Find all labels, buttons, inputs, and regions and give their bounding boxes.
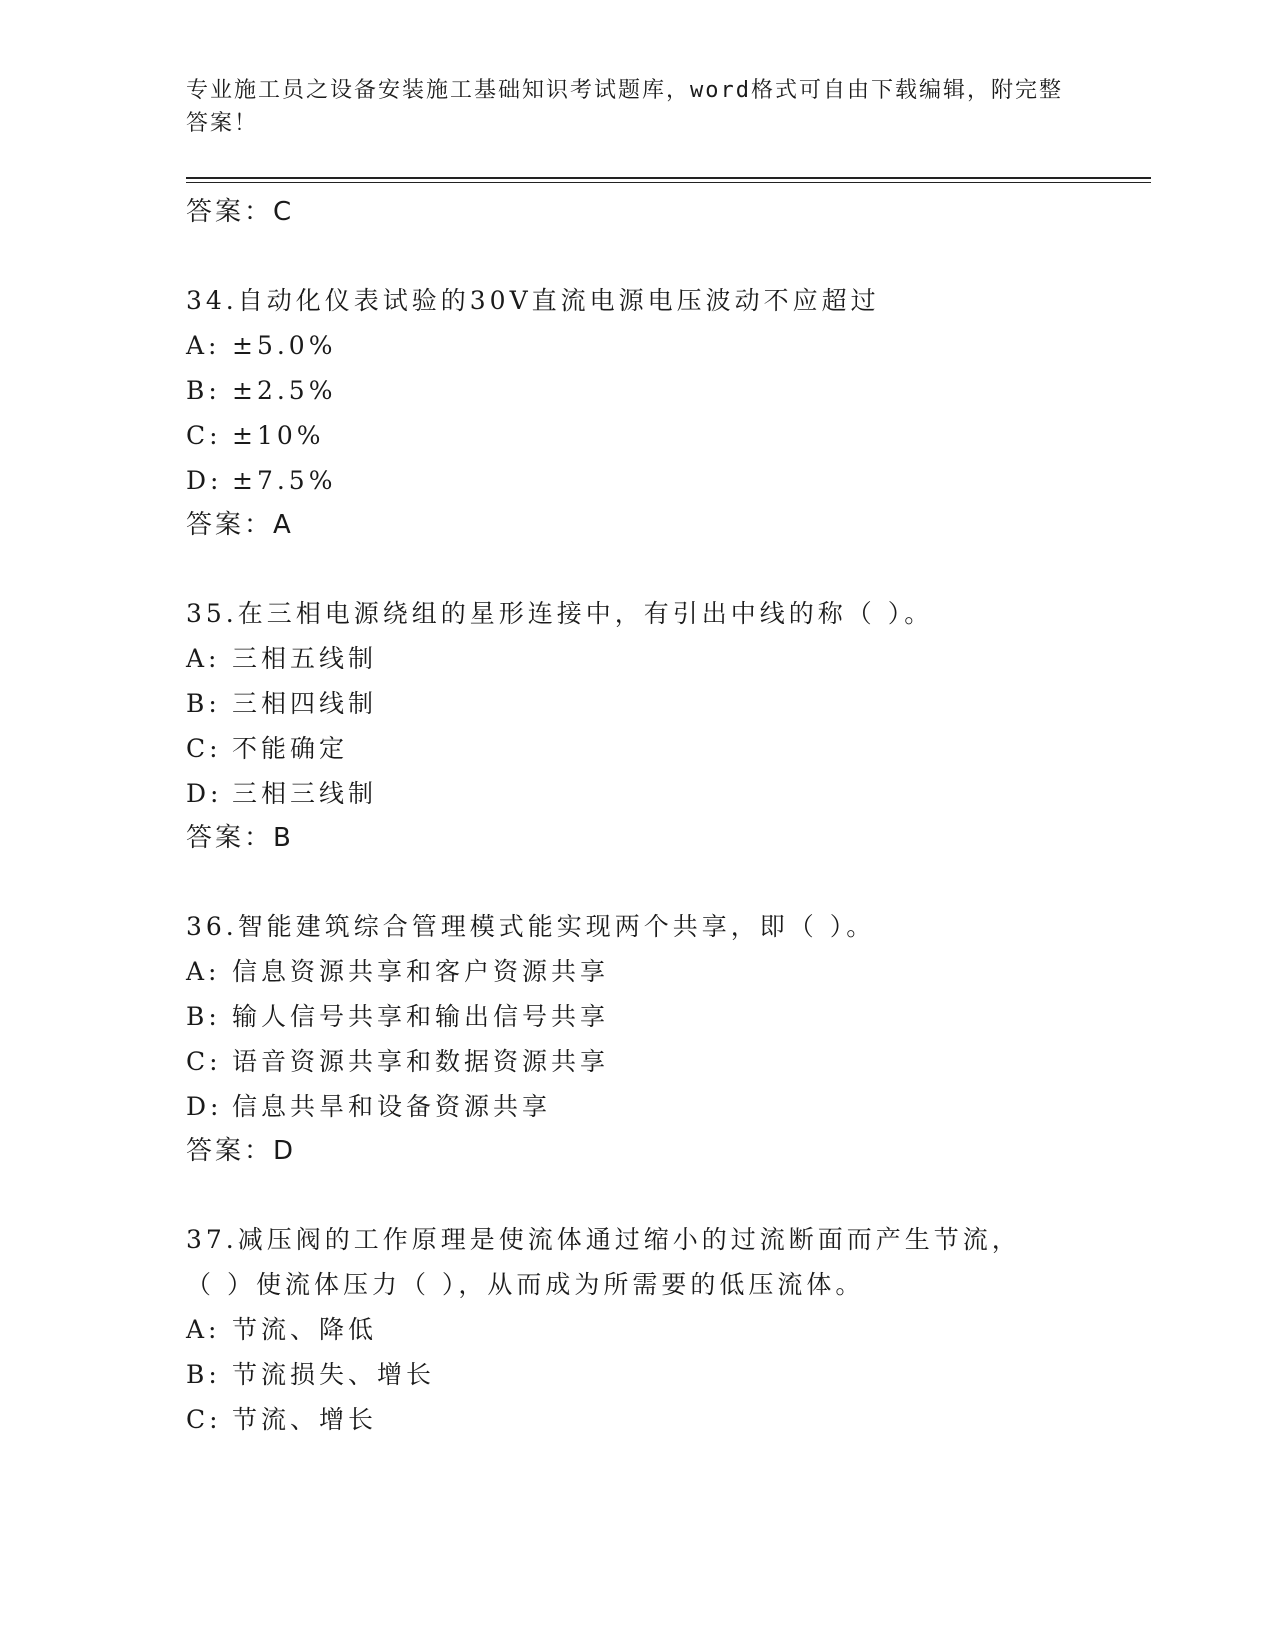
option-letter: D: — [186, 779, 223, 808]
option-text: ±7.5% — [232, 466, 337, 495]
option-letter: B: — [186, 689, 221, 718]
option-letter: A: — [186, 331, 221, 360]
previous-answer: 答案：C — [186, 197, 295, 227]
option-letter: A: — [186, 957, 221, 986]
option-text: ±2.5% — [232, 376, 337, 405]
option-letter: C: — [186, 1047, 222, 1076]
option-letter: C: — [186, 734, 222, 763]
option-text: ±5.0% — [232, 331, 337, 360]
option-d — [186, 771, 1086, 816]
option-text: 语音资源共享和数据资源共享 — [232, 1047, 610, 1076]
spacer — [186, 548, 1086, 591]
option-text: 三相五线制 — [232, 644, 378, 673]
option-text: ±10% — [232, 421, 325, 450]
question-block — [186, 1217, 1086, 1442]
option-letter: C: — [186, 1405, 222, 1434]
option-letter: B: — [186, 376, 221, 405]
option-c — [186, 1397, 1086, 1442]
option-a — [186, 1307, 1086, 1352]
option-letter: D: — [186, 1092, 223, 1121]
option-d — [186, 1084, 1086, 1129]
question-block — [186, 904, 1086, 1174]
option-a — [186, 949, 1086, 994]
option-text: 三相三线制 — [232, 779, 378, 808]
option-text: 三相四线制 — [232, 689, 378, 718]
question-list — [186, 190, 1086, 1442]
option-letter: B: — [186, 1002, 221, 1031]
option-b — [186, 368, 1086, 413]
option-a — [186, 636, 1086, 681]
option-text: 不能确定 — [232, 734, 349, 763]
option-letter: C: — [186, 421, 222, 450]
option-text: 节流损失、增长 — [232, 1360, 436, 1389]
option-b — [186, 681, 1086, 726]
question-text: 35.在三相电源绕组的星形连接中，有引出中线的称（ ）。 — [186, 599, 934, 628]
answer-label: 答案：A — [186, 510, 294, 540]
question-text: 36.智能建筑综合管理模式能实现两个共享，即（ ）。 — [186, 912, 876, 941]
question-text: 37.减压阀的工作原理是使流体通过缩小的过流断面而产生节流，（ ）使流体压力（ ），从而成为所需要的低压流体。 — [186, 1225, 1021, 1299]
option-text: 节流、增长 — [232, 1405, 378, 1434]
option-letter: A: — [186, 644, 221, 673]
question-block — [186, 278, 1086, 548]
answer-label: 答案：D — [186, 1136, 297, 1166]
option-text: 信息资源共享和客户资源共享 — [232, 957, 610, 986]
option-text: 节流、降低 — [232, 1315, 378, 1344]
spacer — [186, 861, 1086, 904]
spacer — [186, 1174, 1086, 1217]
option-b — [186, 994, 1086, 1039]
option-c — [186, 1039, 1086, 1084]
option-letter: A: — [186, 1315, 221, 1344]
option-a — [186, 323, 1086, 368]
option-text: 信息共旱和设备资源共享 — [232, 1092, 552, 1121]
option-c — [186, 726, 1086, 771]
header-rule-thin — [186, 182, 1151, 183]
answer-label: 答案：B — [186, 823, 294, 853]
option-text: 输人信号共享和输出信号共享 — [232, 1002, 610, 1031]
document-header: 专业施工员之设备安装施工基础知识考试题库，word格式可自由下载编辑，附完整答案！ — [186, 78, 1063, 136]
option-letter: B: — [186, 1360, 221, 1389]
spacer — [186, 235, 1086, 278]
option-b — [186, 1352, 1086, 1397]
question-text: 34.自动化仪表试验的30V直流电源电压波动不应超过 — [186, 286, 880, 315]
option-d — [186, 458, 1086, 503]
header-rule-thick — [186, 177, 1151, 179]
option-letter: D: — [186, 466, 223, 495]
question-block — [186, 591, 1086, 861]
option-c — [186, 413, 1086, 458]
